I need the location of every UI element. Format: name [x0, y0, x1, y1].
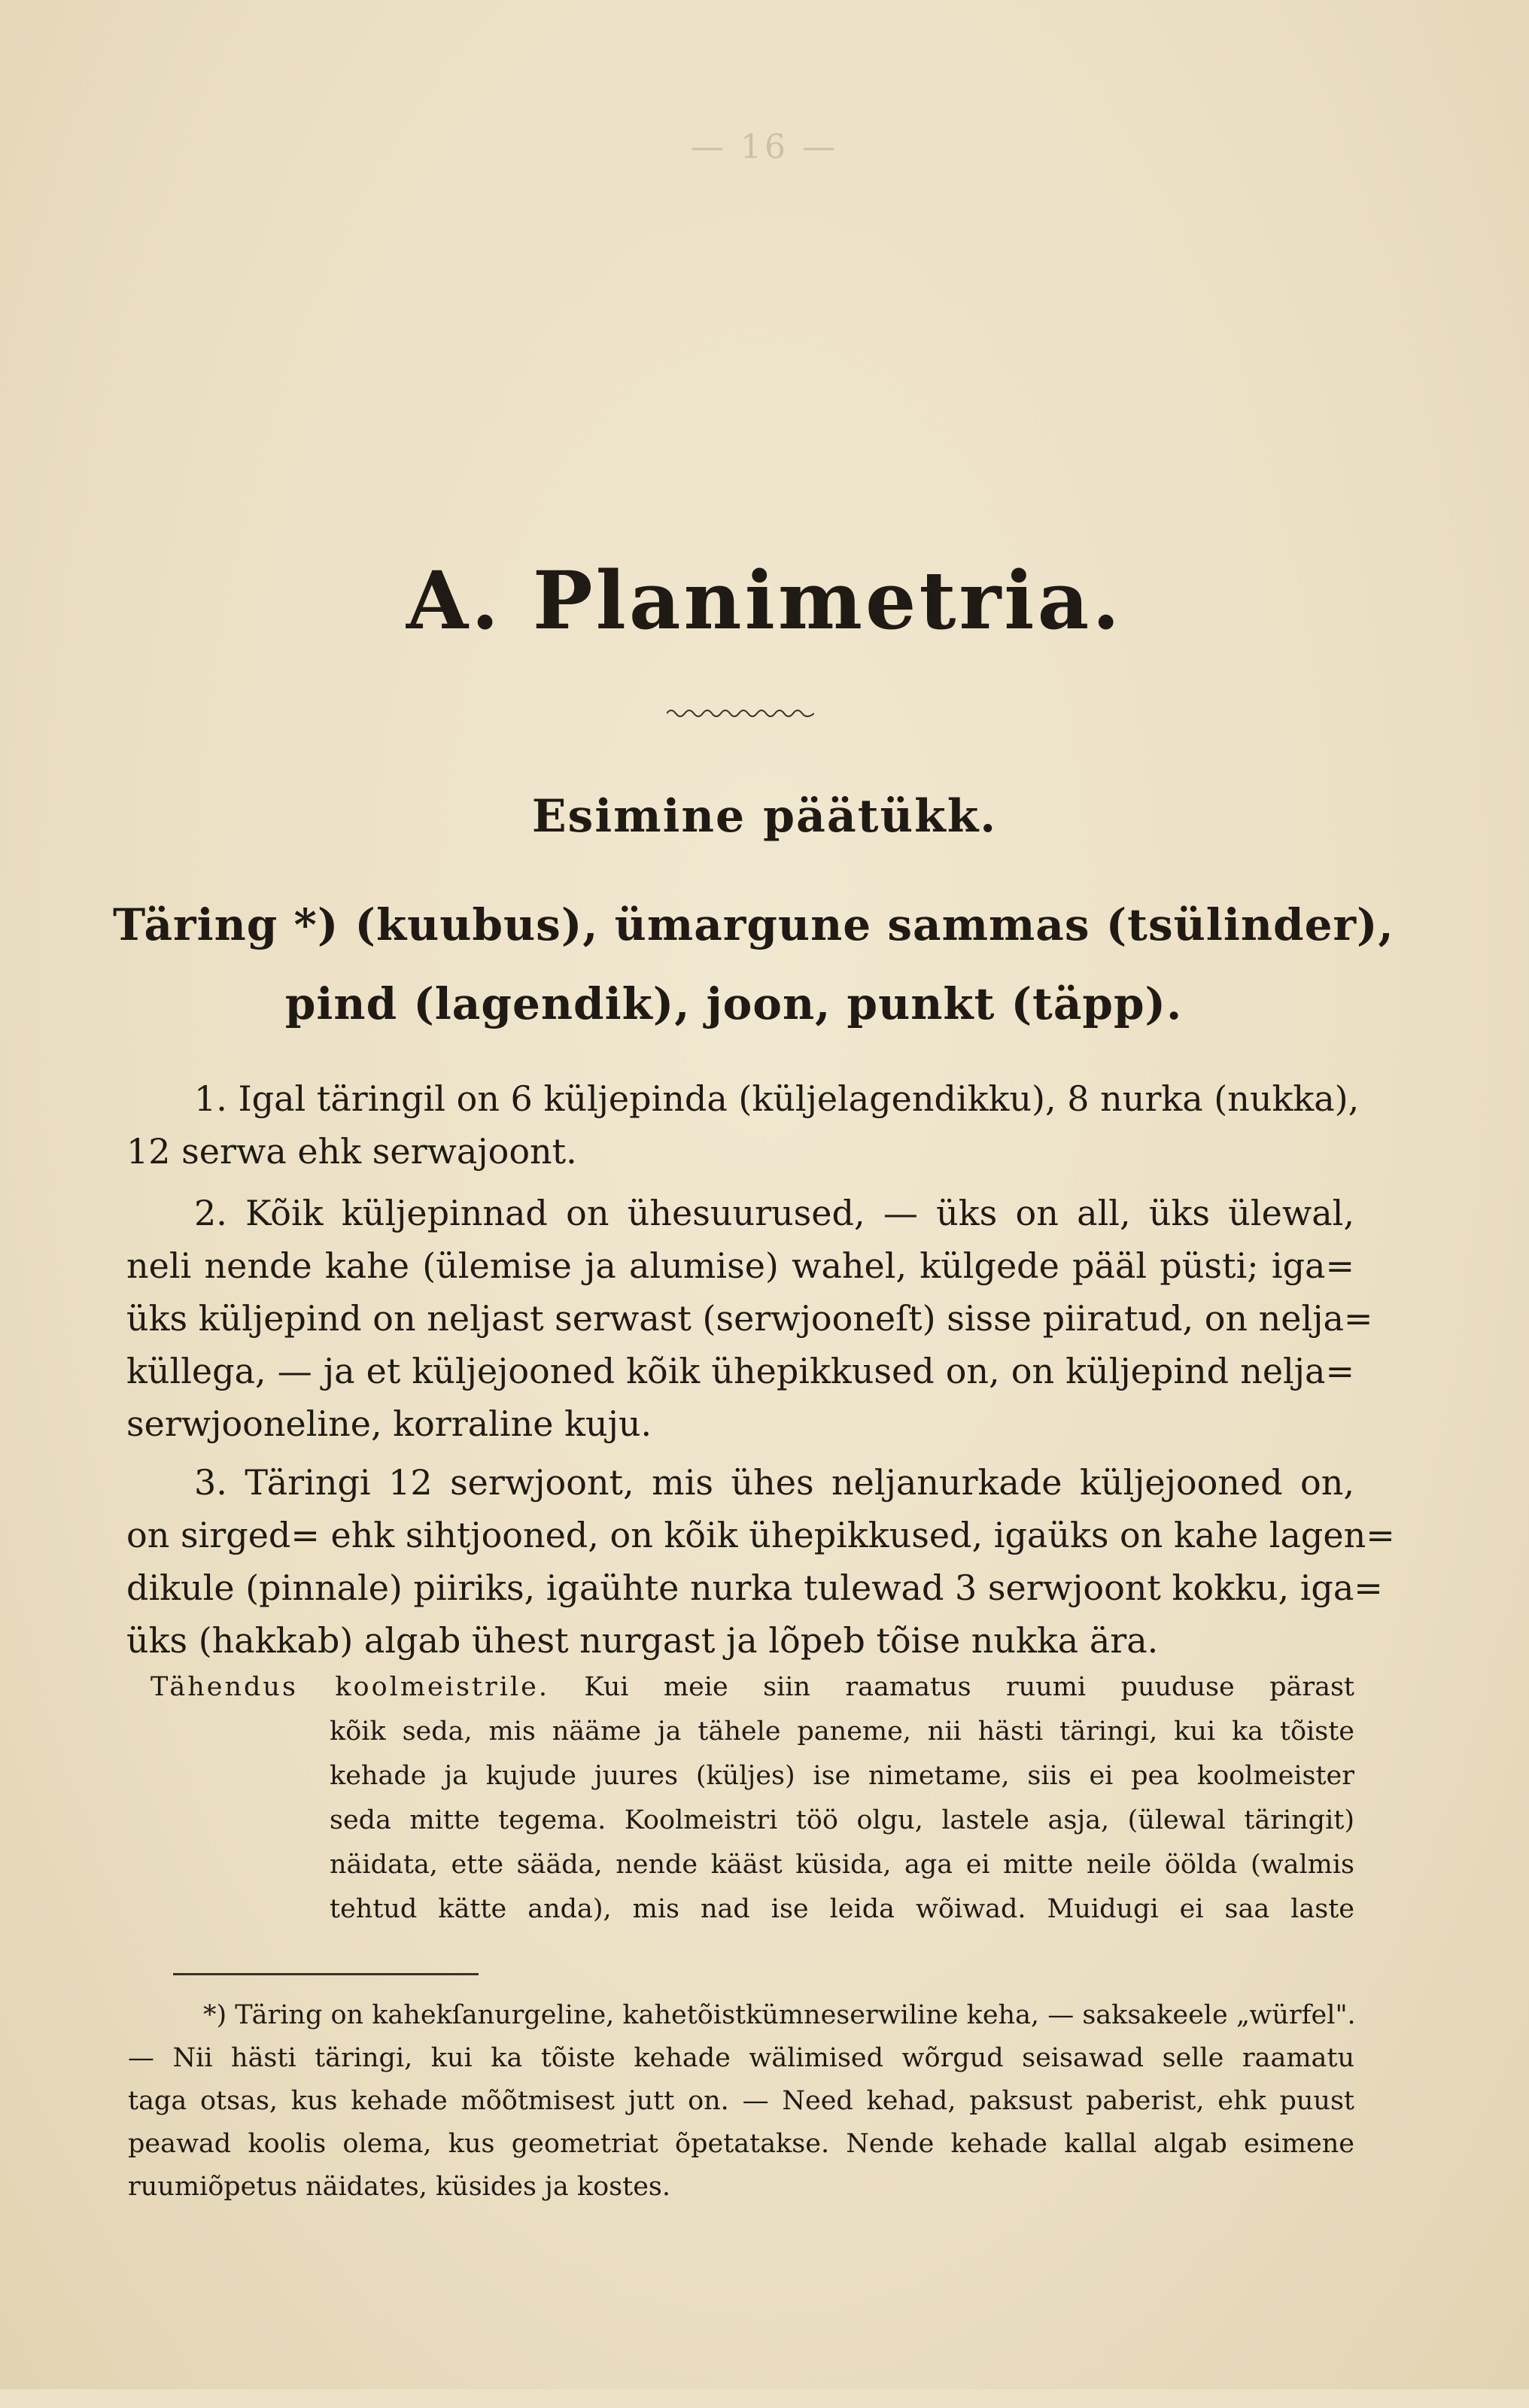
note-line: näidata, ette sääda, nende kääst küsida, aga ei mitte neile öölda (walmis [330, 1850, 1354, 1880]
paragraph-line: 3. Täringi 12 serwjoont, mis ühes neljanurkade küljejooned on, [194, 1462, 1354, 1503]
note-line: kehade ja kujude juures (küljes) ise nimetame, siis ei pea koolmeister [330, 1761, 1354, 1791]
paragraph-line: 2. Kõik küljepinnad on ühesuurused, — üks on all, üks ülewal, [194, 1193, 1354, 1233]
note-line: Kui meie siin raamatus ruumi puuduse pärast [584, 1672, 1354, 1702]
paragraph-line: küllega, — ja et küljejooned kõik ühepikkused on, on küljepind nelja= [126, 1351, 1354, 1391]
footnote-separator [173, 1973, 479, 1975]
footnote-line: peawad koolis olema, kus geometriat õpetatakse. Nende kehade kallal algab esimene [128, 2129, 1354, 2159]
paragraph-line: 1. Igal täringil on 6 küljepinda (küljelagendikku), 8 nurka (nukka), [194, 1078, 1360, 1119]
note-line: seda mitte tegema. Koolmeistri töö olgu, lastele asja, (ülewal täringit) [330, 1805, 1354, 1835]
footnote-line: — Nii hästi täringi, kui ka tõiste kehade wälimised wõrgud seisawad selle raamatu [128, 2043, 1354, 2073]
paragraph-3 [126, 1456, 1395, 1667]
topic-heading-line-1: Täring *) (kuubus), ümargune sammas (tsülinder), [113, 899, 1394, 950]
paragraph-line: dikule (pinnale) piiriks, igaühte nurka tulewad 3 serwjoont kokku, iga= [126, 1567, 1383, 1608]
teacher-note [150, 1665, 1354, 1932]
note-line: tehtud kätte anda), mis nad ise leida wõiwad. Muidugi ei saa laste [330, 1894, 1354, 1924]
paragraph-2 [126, 1187, 1373, 1450]
footnote-line: *) Täring on kahekſanurgeline, kahetõistkümneserwiline keha, — saksakeele „würfel". [203, 2000, 1356, 2030]
footnote [128, 1994, 1354, 2209]
section-title: A. Planimetria. [406, 553, 1123, 647]
paragraph-1 [126, 1072, 1360, 1178]
paragraph-line: neli nende kahe (ülemise ja alumise) wahel, külgede pääl püsti; iga= [126, 1245, 1354, 1286]
page-number: — 16 — [691, 128, 838, 166]
note-label: Tähendus koolmeistrile. [150, 1672, 549, 1702]
note-line: kõik seda, mis nääme ja tähele paneme, nii hästi täringi, kui ka tõiste [330, 1716, 1354, 1747]
topic-heading-line-2: pind (lagendik), joon, punkt (täpp). [284, 978, 1183, 1029]
wavy-ornament-divider [667, 707, 814, 719]
chapter-title: Esimine päätükk. [531, 790, 998, 843]
paragraph-line: 12 serwa ehk serwajoont. [126, 1131, 577, 1172]
paragraph-line: on sirged= ehk sihtjooned, on kõik ühepikkused, igaüks on kahe lagen= [126, 1515, 1395, 1555]
footnote-line: ruumiõpetus näidates, küsides ja kostes. [128, 2172, 671, 2202]
paragraph-line: üks küljepind on neljast serwast (serwjooneſt) sisse piiratud, on nelja= [126, 1298, 1373, 1339]
note-first-line [150, 1665, 1354, 1710]
paragraph-line: üks (hakkab) algab ühest nurgast ja lõpeb tõise nukka ära. [126, 1620, 1159, 1661]
paragraph-line: serwjooneline, korraline kuju. [126, 1403, 652, 1444]
footnote-line: taga otsas, kus kehade mõõtmisest jutt on. — Need kehad, paksust paberist, ehk puust [128, 2086, 1354, 2116]
